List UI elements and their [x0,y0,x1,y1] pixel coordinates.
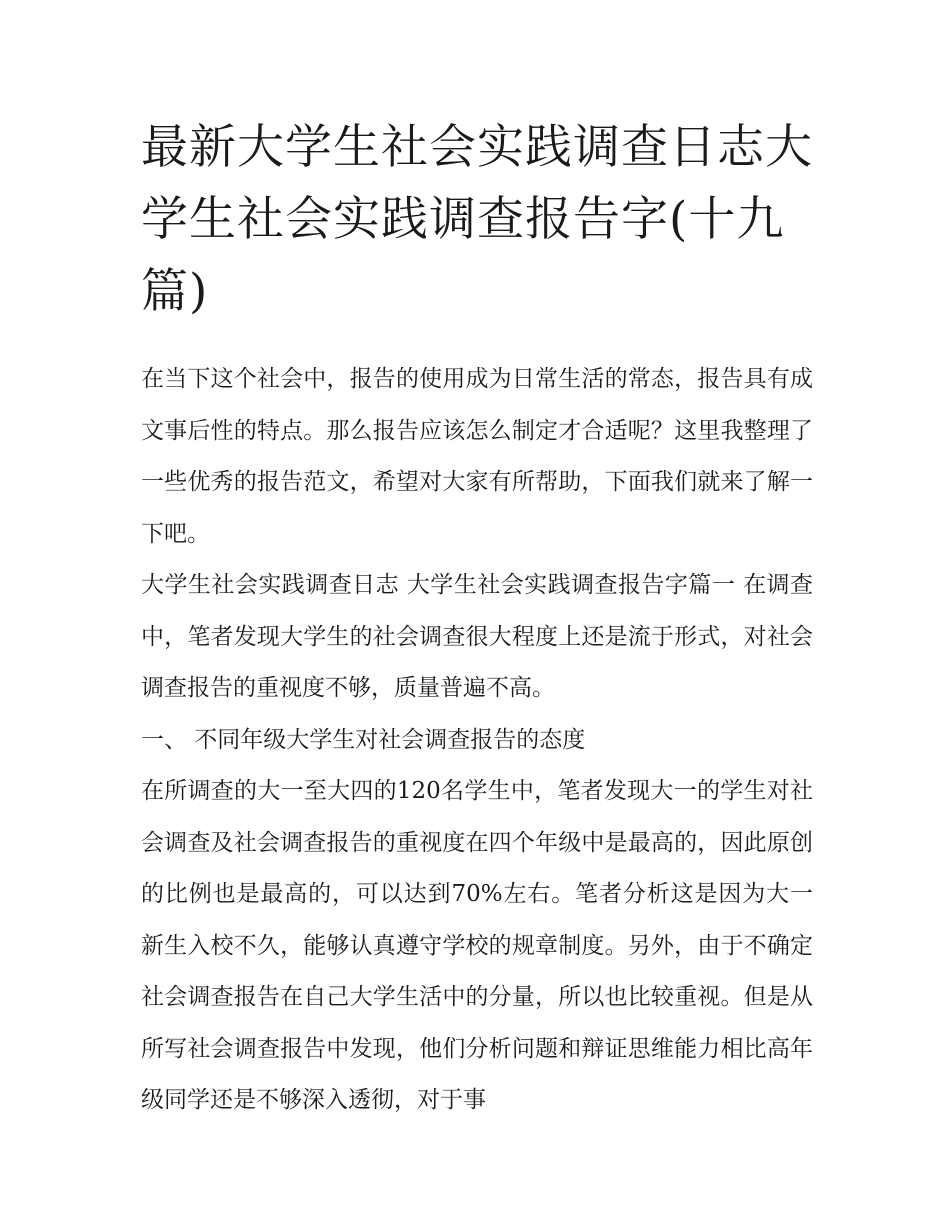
intro-paragraph: 在当下这个社会中，报告的使用成为日常生活的常态，报告具有成文事后性的特点。那么报告应该怎么制定才合适呢？这里我整理了一些优秀的报告范文，希望对大家有所帮助，下面我们就来了解一下吧。 [141,366,813,547]
section-one-paragraph: 大学生社会实践调查日志 大学生社会实践调查报告字篇一 在调查中，笔者发现大学生的社会调查很大程度上还是流于形式，对社会调查报告的重视度不够，质量普遍不高。 [141,572,813,701]
document-title: 最新大学生社会实践调查日志大学生社会实践调查报告字(十九篇) [141,120,813,319]
survey-paragraph: 在所调查的大一至大四的120名学生中，笔者发现大一的学生对社会调查及社会调查报告的重视度在四个年级中是最高的，因此原创的比例也是最高的，可以达到70%左右。笔者分析这是因为大一新生入校不久，能够认真遵守学校的规章制度。另外，由于不确定社会调查报告在自己大学生活中的分量，所以也比较重视。但是从所写社会调查报告中发现，他们分析问题和辩证思维能力相比高年级同学还是不够深入透彻，对于事 [141,778,813,1113]
document-body [141,354,813,1127]
subheading: 一、 不同年级大学生对社会调查报告的态度 [141,726,586,753]
